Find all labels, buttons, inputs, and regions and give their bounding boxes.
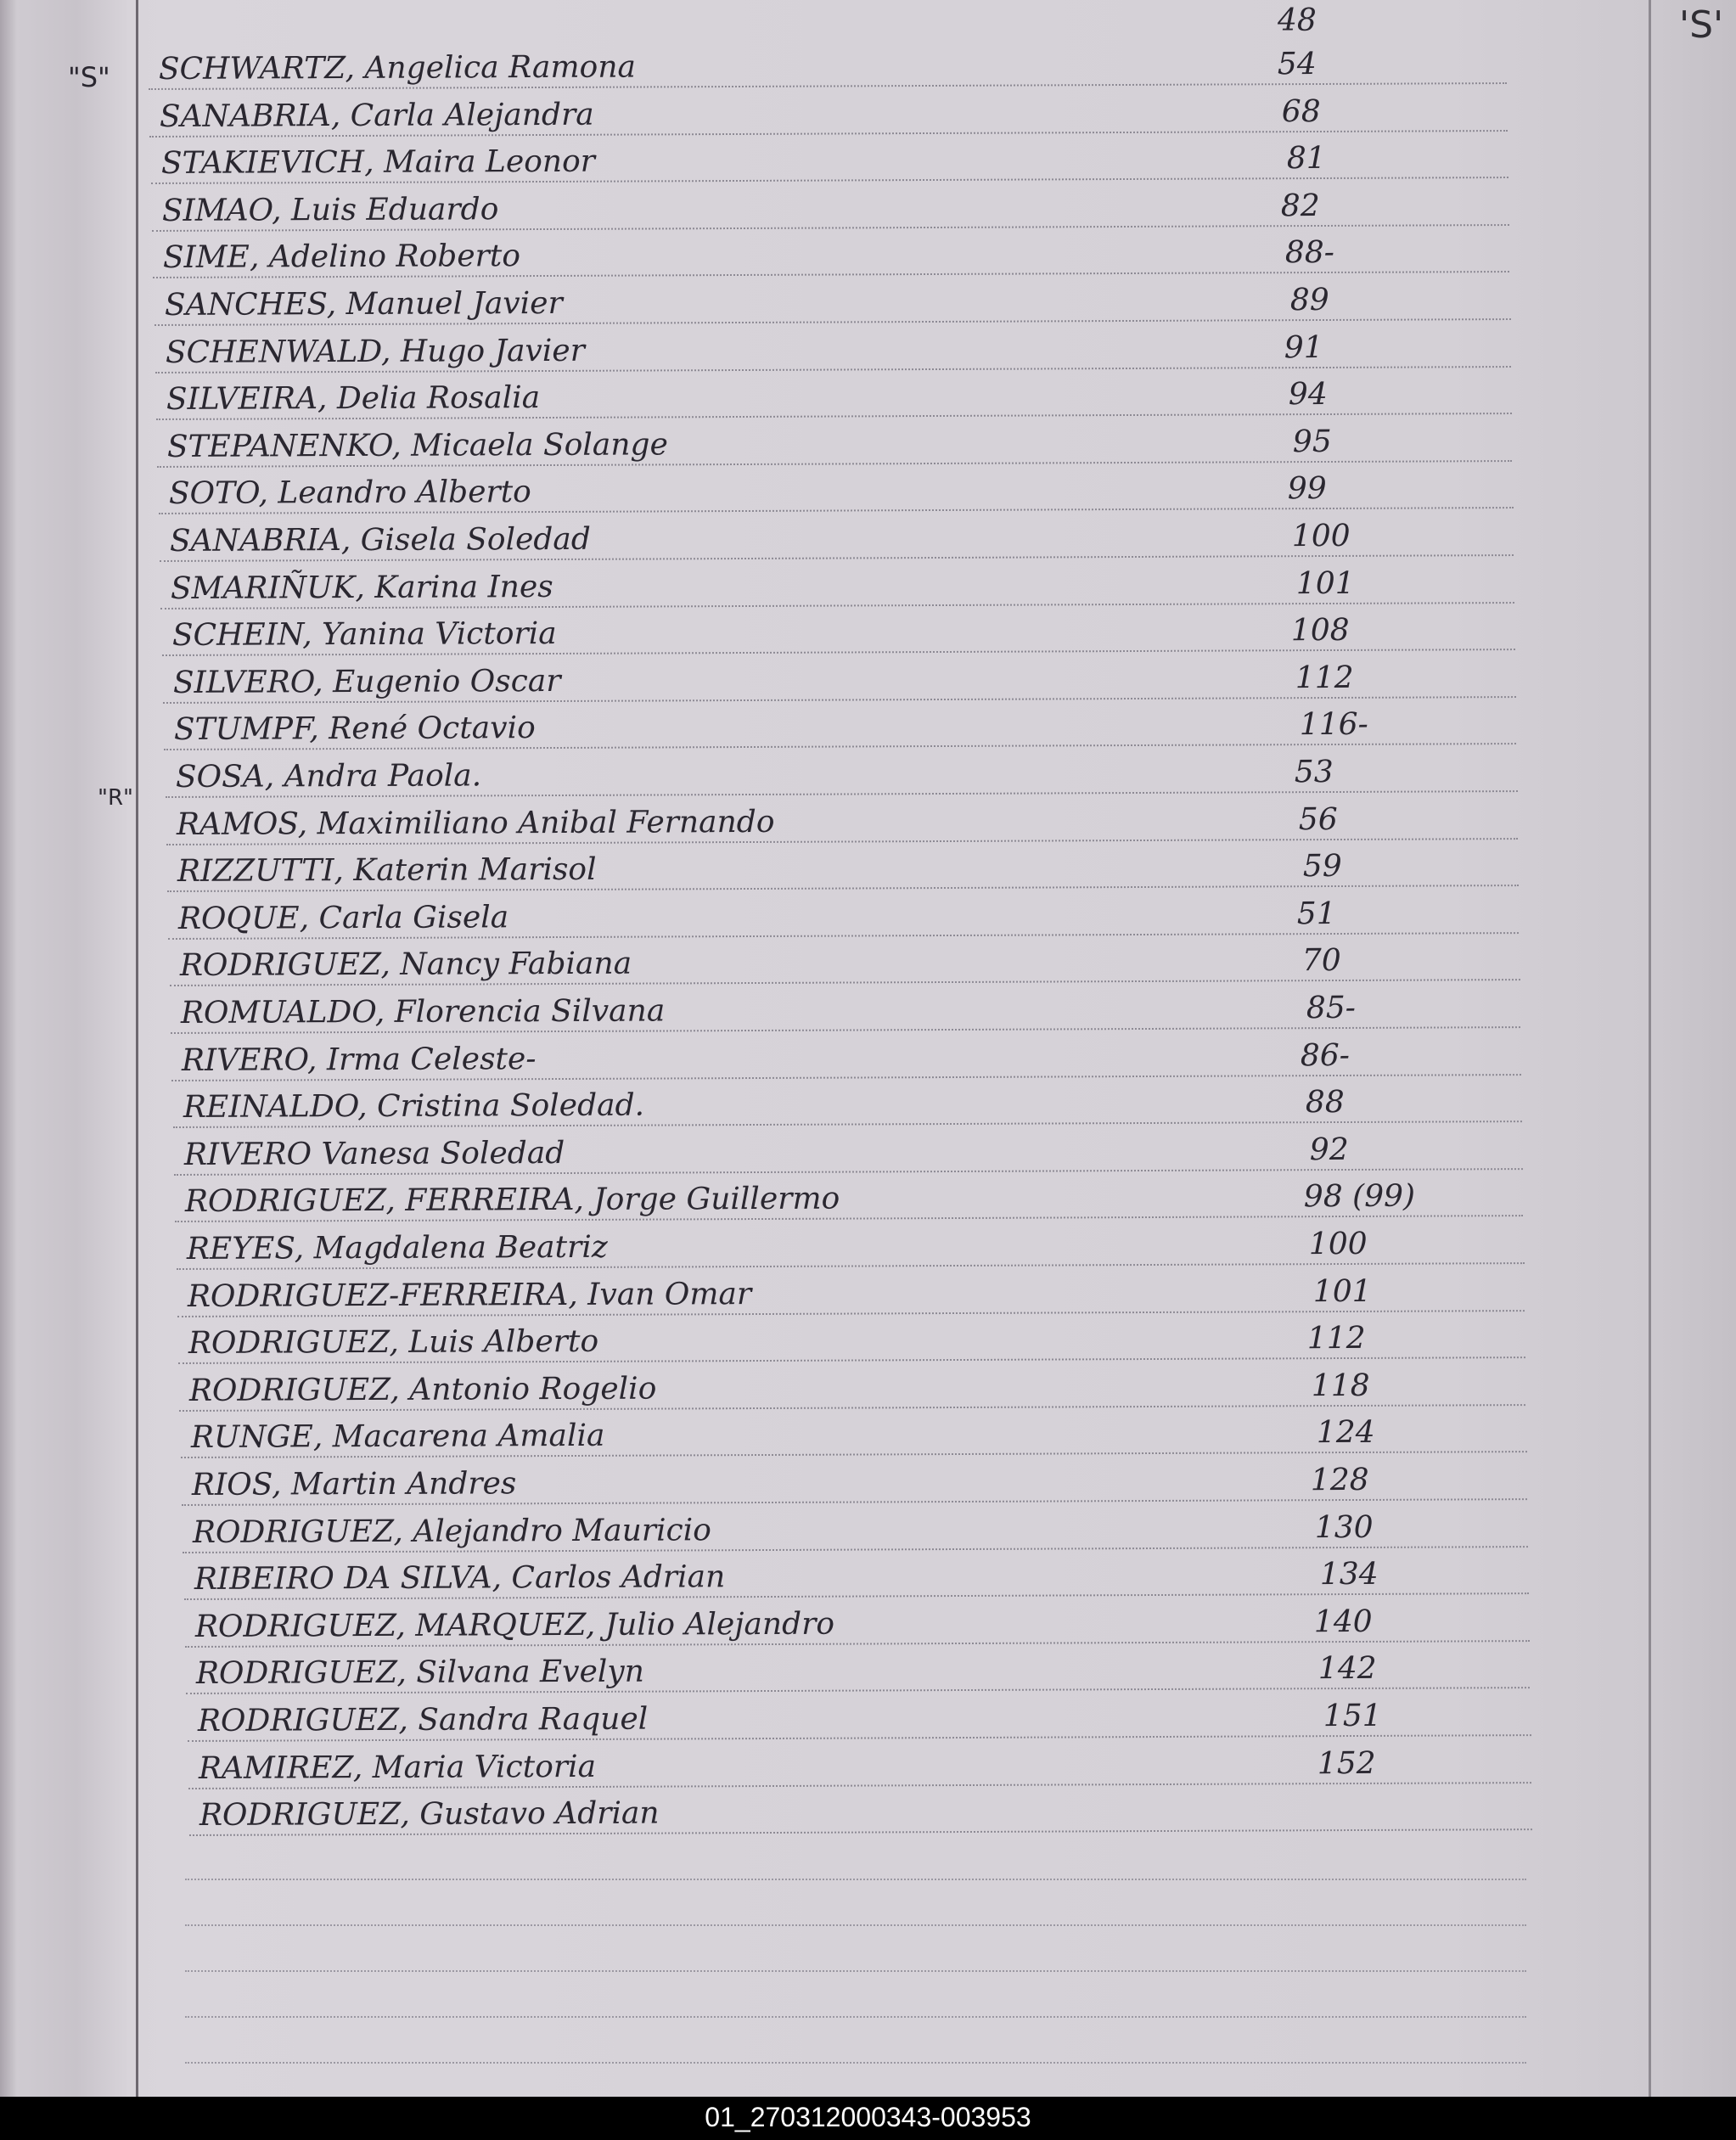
entry-folio: 53 <box>1294 754 1334 790</box>
entry-folio: 108 <box>1290 613 1350 649</box>
index-entry <box>154 274 1510 326</box>
index-entry <box>166 794 1518 845</box>
section-mark-r: "R" <box>98 785 133 811</box>
entry-name: RIZZUTTI, Katerin Marisol <box>177 851 597 890</box>
entry-name: RIVERO Vanesa Soledad <box>183 1135 565 1172</box>
index-entry <box>149 86 1508 138</box>
index-entry <box>158 463 1513 514</box>
entry-name: RIVERO, Irma Celeste- <box>182 1041 537 1078</box>
entry-name: SILVEIRA, Delia Rosalia <box>166 380 541 418</box>
entry-folio: 142 <box>1317 1651 1377 1687</box>
index-entry <box>152 180 1509 232</box>
entry-name: RODRIGUEZ, Alejandro Mauricio <box>193 1512 712 1550</box>
entry-folio: 100 <box>1291 518 1351 554</box>
entry-folio: 128 <box>1310 1462 1369 1498</box>
entry-folio: 99 <box>1287 471 1327 507</box>
index-entry <box>189 1784 1532 1836</box>
entry-name: SILVERO, Eugenio Oscar <box>172 663 561 700</box>
index-entry <box>177 1266 1525 1317</box>
entry-name: ROQUE, Carla Gisela <box>178 900 509 936</box>
first-folio-number: 48 <box>1278 3 1317 38</box>
ruled-line <box>185 2016 1526 2018</box>
entry-name: SANABRIA, Carla Alejandra <box>160 97 595 134</box>
entry-folio: 89 <box>1289 282 1329 318</box>
entry-folio: 92 <box>1309 1132 1349 1167</box>
entry-folio: 100 <box>1308 1226 1368 1262</box>
index-entry <box>178 1312 1525 1364</box>
entry-folio: 88- <box>1284 235 1335 271</box>
ruled-line <box>185 1970 1526 1972</box>
index-entry <box>183 1548 1528 1600</box>
entry-folio: 85- <box>1306 990 1356 1026</box>
entry-folio: 59 <box>1302 849 1342 885</box>
entry-folio: 51 <box>1297 896 1337 931</box>
index-entry <box>179 1360 1525 1412</box>
entry-name: RIBEIRO DA SILVA, Carlos Adrian <box>194 1559 725 1598</box>
entry-name: RODRIGUEZ-FERREIRA, Ivan Omar <box>187 1276 752 1314</box>
entry-name: SIME, Adelino Roberto <box>162 239 521 276</box>
index-entry <box>174 1124 1523 1176</box>
entry-name: SIMAO, Luis Eduardo <box>161 192 499 228</box>
index-entry <box>182 1454 1527 1506</box>
index-entry <box>160 558 1514 609</box>
entry-name: SCHENWALD, Hugo Javier <box>165 333 585 370</box>
entry-name: SCHEIN, Yanina Victoria <box>171 616 557 654</box>
index-entry <box>169 935 1520 986</box>
entry-name: SOSA, Andra Paola. <box>175 758 481 795</box>
entry-name: RAMOS, Maximiliano Anibal Fernando <box>176 804 775 842</box>
entry-folio: 118 <box>1312 1368 1371 1403</box>
ruled-line <box>185 1879 1526 1880</box>
index-entry <box>186 1643 1530 1694</box>
entry-name: RIOS, Martin Andres <box>191 1466 517 1502</box>
right-margin-rule <box>1649 0 1651 2097</box>
index-entry <box>175 1171 1523 1222</box>
entry-folio: 86- <box>1301 1037 1351 1073</box>
entry-name: RODRIGUEZ, Sandra Raquel <box>197 1701 648 1738</box>
index-entry <box>176 1218 1524 1270</box>
entry-folio: 134 <box>1319 1557 1379 1592</box>
entry-name: REYES, Magdalena Beatriz <box>186 1229 608 1267</box>
index-entry <box>171 1030 1521 1081</box>
entry-name: REINALDO, Cristina Soledad. <box>183 1087 644 1126</box>
entry-name: SCHWARTZ, Angelica Ramona <box>158 49 637 87</box>
entry-folio: 95 <box>1293 424 1333 459</box>
entry-folio: 82 <box>1280 188 1320 223</box>
entry-folio: 98 (99) <box>1303 1179 1416 1215</box>
entry-folio: 70 <box>1301 943 1341 979</box>
index-entry <box>149 38 1507 90</box>
entry-name: RODRIGUEZ, Antonio Rogelio <box>189 1371 657 1408</box>
index-entry <box>167 840 1519 892</box>
entry-folio: 140 <box>1313 1604 1373 1639</box>
entry-name: ROMUALDO, Florencia Silvana <box>180 993 666 1031</box>
index-entry <box>156 368 1512 420</box>
index-entry <box>172 1076 1521 1128</box>
index-entry <box>188 1738 1531 1789</box>
entry-name: RODRIGUEZ, Silvana Evelyn <box>195 1654 645 1692</box>
entry-name: RODRIGUEZ, Gustavo Adrian <box>199 1795 660 1834</box>
entry-name: SOTO, Leandro Alberto <box>168 475 531 512</box>
entry-folio: 56 <box>1298 801 1338 837</box>
index-entry <box>161 604 1514 656</box>
entry-folio: 116- <box>1299 707 1369 743</box>
ruled-line <box>185 1924 1526 1926</box>
book-binding <box>0 0 127 2097</box>
entry-folio: 101 <box>1296 565 1355 601</box>
section-mark-s: "S" <box>68 61 110 93</box>
entry-folio: 54 <box>1277 46 1317 82</box>
index-entry <box>165 746 1517 798</box>
index-letter-header: 'S' <box>1679 3 1724 47</box>
entry-name: STAKIEVICH, Maira Leonor <box>160 143 595 182</box>
image-footer-bar <box>0 2097 1736 2140</box>
image-id-label: 01_270312000343-003953 <box>705 2102 1031 2132</box>
index-entry <box>157 416 1512 468</box>
entry-name: STEPANENKO, Micaela Solange <box>167 427 669 464</box>
entry-folio: 130 <box>1315 1509 1374 1545</box>
entry-name: SMARIÑUK, Karina Ines <box>171 569 554 606</box>
entry-name: SANCHES, Manuel Javier <box>164 285 563 323</box>
index-entry <box>164 699 1516 750</box>
entry-name: RODRIGUEZ, Nancy Fabiana <box>179 946 632 984</box>
entry-folio: 112 <box>1295 660 1354 695</box>
ruled-line <box>185 2062 1526 2064</box>
entry-folio: 94 <box>1288 377 1328 413</box>
index-entry <box>187 1690 1531 1742</box>
entry-folio: 152 <box>1317 1745 1376 1781</box>
index-entry <box>163 652 1516 704</box>
index-entry <box>160 510 1514 562</box>
entry-name: RAMIREZ, Maria Victoria <box>198 1749 596 1786</box>
entry-folio: 112 <box>1306 1321 1366 1356</box>
entry-name: RODRIGUEZ, FERREIRA, Jorge Guillermo <box>184 1181 840 1220</box>
left-margin-rule <box>136 0 138 2097</box>
index-entry <box>171 982 1520 1034</box>
entry-name: SANABRIA, Gisela Soledad <box>169 521 591 559</box>
index-entry <box>150 132 1508 184</box>
entry-folio: 151 <box>1323 1698 1382 1734</box>
entry-folio: 81 <box>1286 141 1326 177</box>
entry-folio: 68 <box>1282 93 1322 129</box>
index-entry <box>153 227 1509 278</box>
index-entry <box>183 1502 1528 1553</box>
entry-folio: 88 <box>1305 1085 1345 1121</box>
entry-name: STUMPF, René Octavio <box>173 711 537 748</box>
index-entry <box>180 1407 1526 1458</box>
index-entry <box>155 322 1511 374</box>
index-entry <box>168 888 1519 940</box>
entry-name: RUNGE, Macarena Amalia <box>190 1418 605 1456</box>
entry-name: RODRIGUEZ, Luis Alberto <box>188 1324 599 1362</box>
entry-folio: 124 <box>1316 1415 1375 1451</box>
index-entry <box>185 1596 1530 1648</box>
entry-name: RODRIGUEZ, MARQUEZ, Julio Alejandro <box>194 1606 835 1644</box>
entry-folio: 91 <box>1284 329 1323 365</box>
entry-folio: 101 <box>1312 1273 1372 1309</box>
